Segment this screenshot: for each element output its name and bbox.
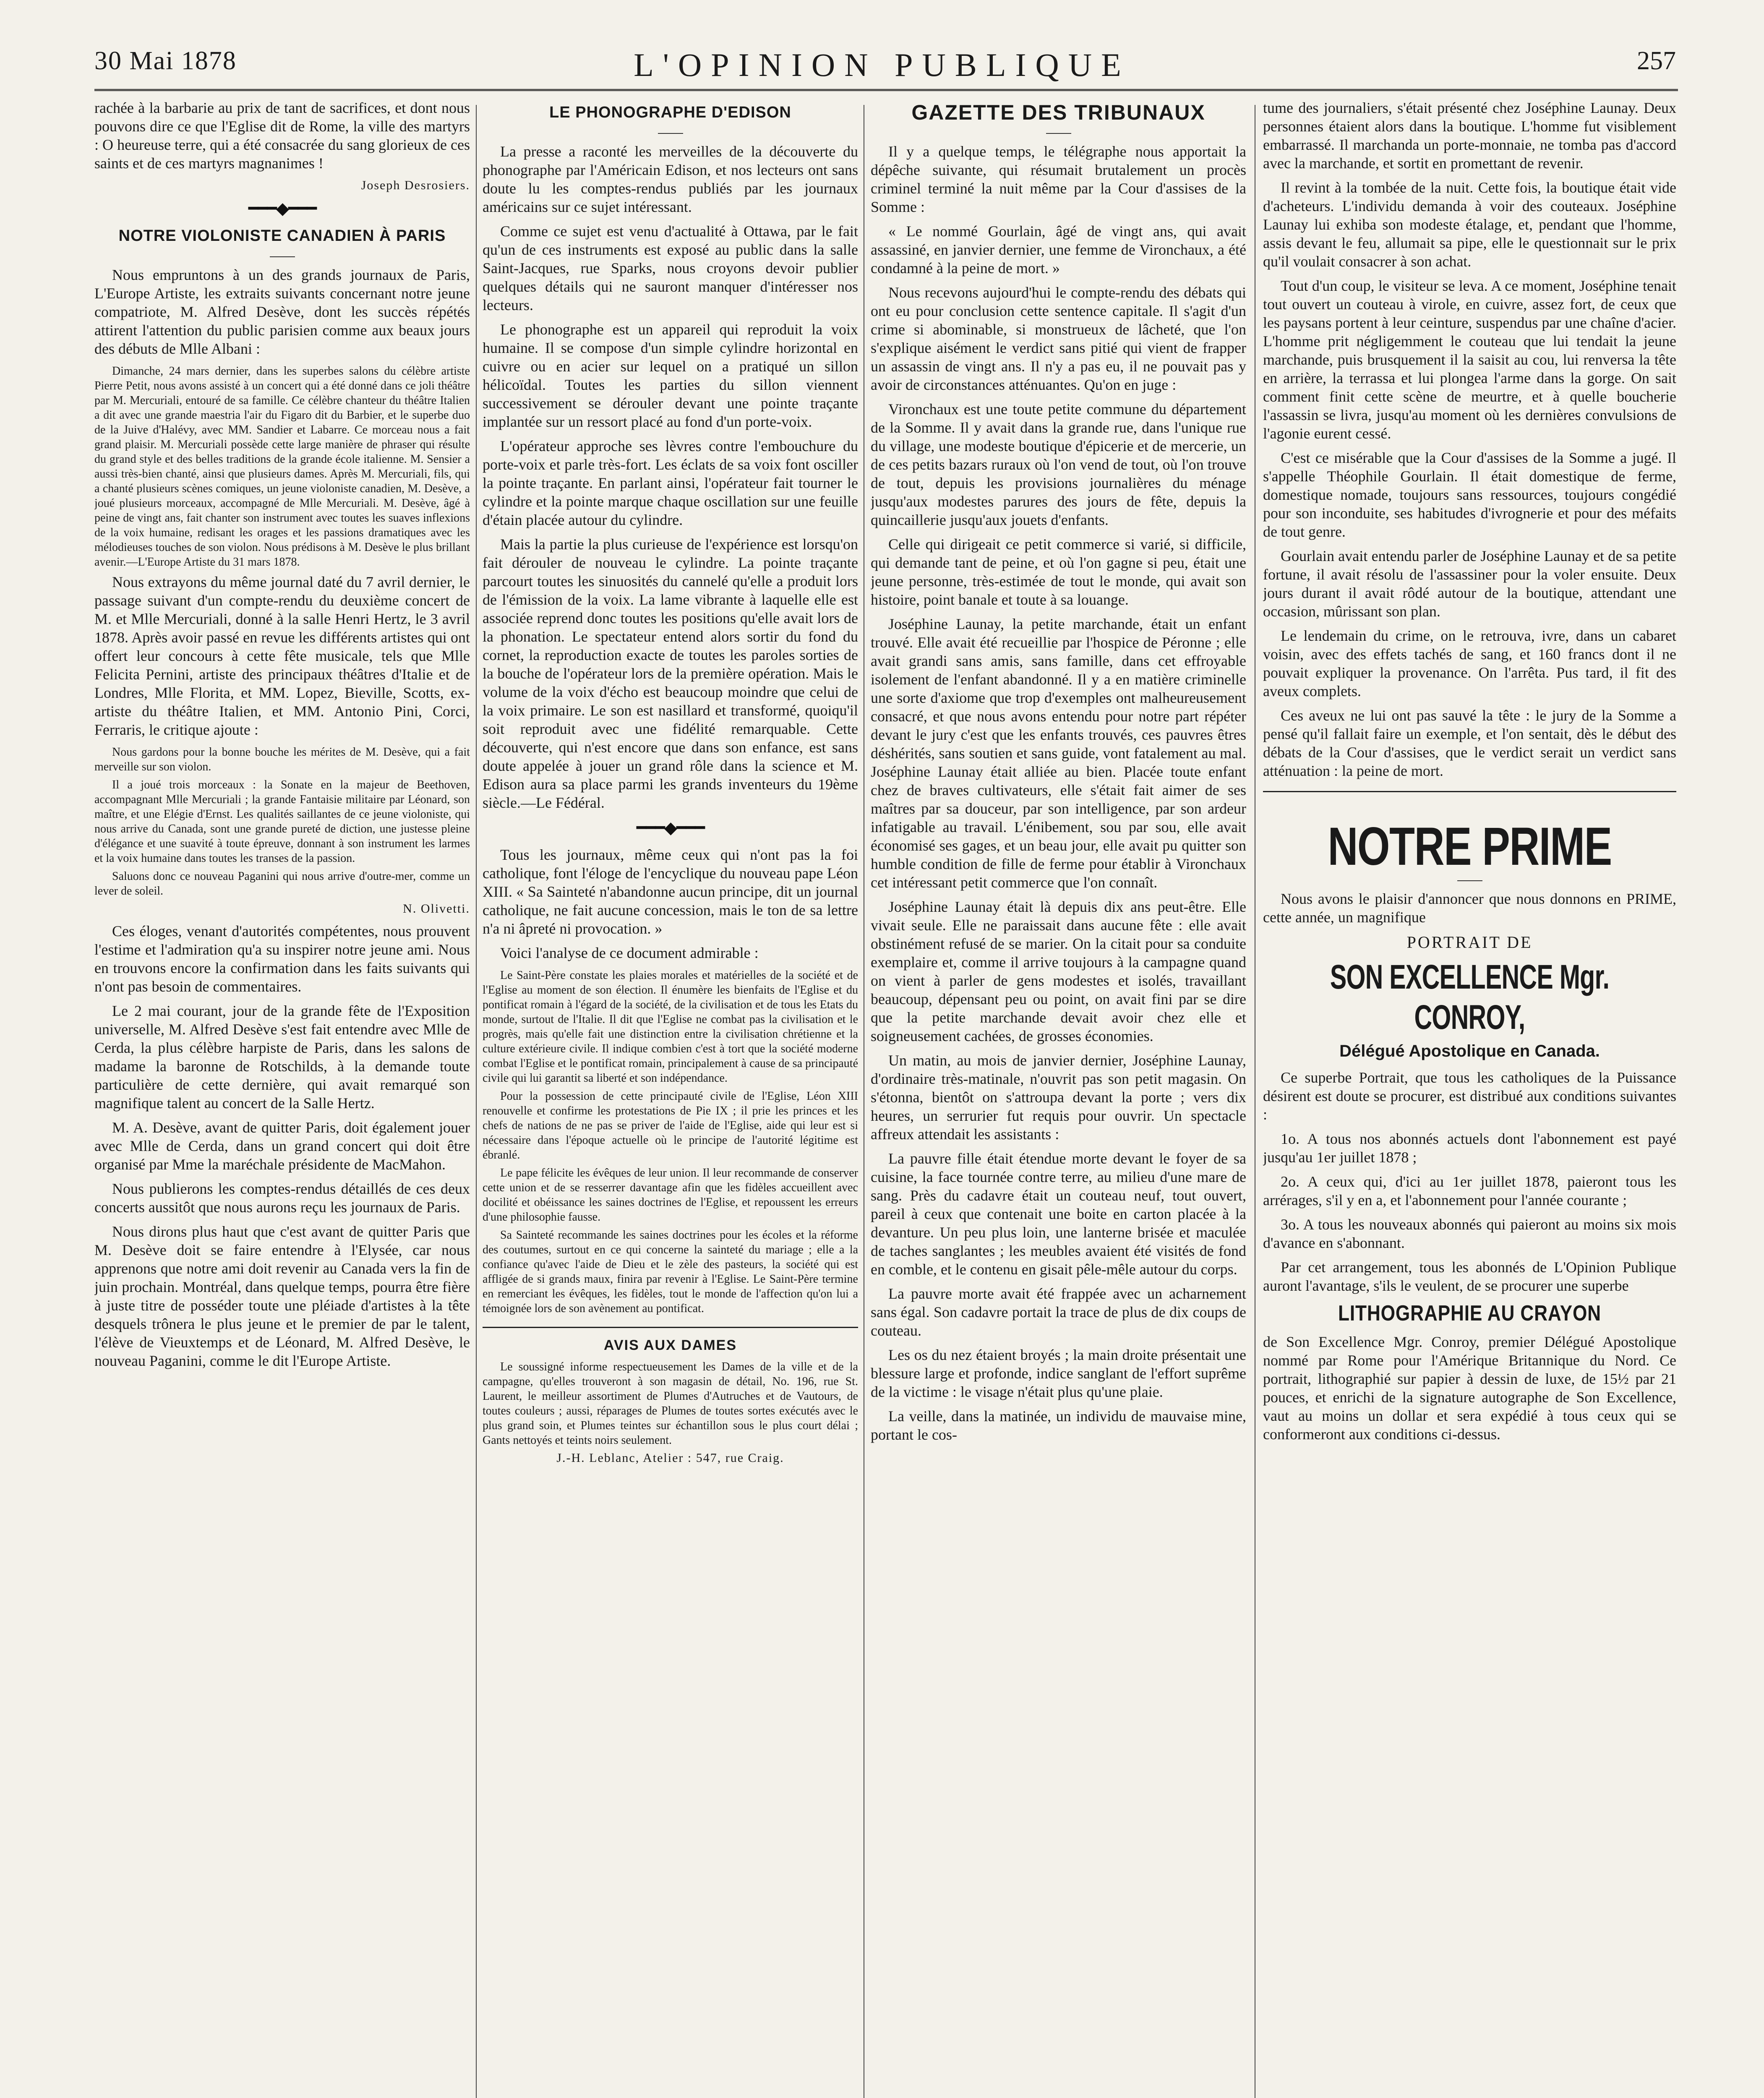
condition-item: 3o. A tous les nouveaux abonnés qui paieront au moins six mois d'avance en s'abonnant. bbox=[1263, 1216, 1676, 1251]
prime-title: NOTRE PRIME bbox=[1328, 817, 1612, 877]
paragraph: Ces aveux ne lui ont pas sauvé la tête : le jury de la Somme a pensé qu'il fallait faire un exemple, et l'on sentait, dès le début des débats de la Cour d'assises, que le verdict serait un verdict sans atténuation : la peine de mort. bbox=[1263, 707, 1676, 779]
lithograph-heading: LITHOGRAPHIE AU CRAYON bbox=[1338, 1301, 1601, 1326]
paragraph: tume des journaliers, s'était présenté chez Joséphine Launay. Deux personnes étaient alors dans la boutique. L'homme fut visiblement embarrassé. Il marchanda un porte-monnaie, ne tomba pas d'accord avec la marchande, et sortit en promettant de revenir. bbox=[1263, 99, 1676, 172]
paragraph: Les os du nez étaient broyés ; la main droite présentait une blessure large et profonde, indice sanglant de l'effort suprême de la victime : le visage n'était plus qu'une plaie. bbox=[871, 1346, 1246, 1400]
short-rule bbox=[658, 133, 683, 134]
paragraph: Gourlain avait entendu parler de Joséphine Launay et de sa petite fortune, il avait résolu de l'assassiner pour la voler ensuite. Deux jours durant il avait rôdé autour de la boutique, attendant une occasion, mûrissant son plan. bbox=[1263, 548, 1676, 620]
paragraph: Un matin, au mois de janvier dernier, Joséphine Launay, d'ordinaire très-matinale, n'ouvrit pas son petit magasin. On s'étonna, bientôt on s'attroupa devant la porte ; vers dix heures, un serrurier fut requis pour ouvrir. Un spectacle affreux attendait les assistants : bbox=[871, 1052, 1246, 1143]
notice-title: AVIS AUX DAMES bbox=[603, 1337, 737, 1353]
paragraph: Nous publierons les comptes-rendus détaillés de ces deux concerts aussitôt que nous aurons reçu les journaux de Paris. bbox=[94, 1180, 470, 1216]
column-3 bbox=[871, 99, 1246, 2098]
newspaper-title: L'OPINION PUBLIQUE bbox=[634, 47, 1130, 83]
paragraph: Le lendemain du crime, on le retrouva, ivre, dans un cabaret voisin, avec des effets tachés de sang, et 160 francs dont il ne pouvait expliquer la provenance. On l'arrêta. Pus tard, il fit des aveux complets. bbox=[1263, 627, 1676, 699]
paragraph: de Son Excellence Mgr. Conroy, premier Délégué Apostolique nommé par Rome pour l'Amérique Britannique du Nord. Ce portrait, lithographié sur papier à dessin de luxe, de 15½ par 21 pouces, et enrichi de la signature autographe de Son Excellence, vaut au moins un dollar et sera expédié à tous ceux qui se conformeront aux conditions ci-dessus. bbox=[1263, 1333, 1676, 1443]
header-rule bbox=[94, 89, 1678, 94]
paragraph: La pauvre morte avait été frappée avec un acharnement sans égal. Son cadavre portait la trace de plus de dix coups de couteau. bbox=[871, 1285, 1246, 1339]
paragraph: La veille, dans la matinée, un individu de mauvaise mine, portant le cos- bbox=[871, 1408, 1246, 1443]
quote-paragraph: Saluons donc ce nouveau Paganini qui nous arrive d'outre-mer, comme un lever de soleil. bbox=[94, 870, 470, 898]
page-number: 257 bbox=[1637, 47, 1676, 75]
column-2 bbox=[483, 99, 858, 2098]
quote-paragraph: Dimanche, 24 mars dernier, dans les superbes salons du célèbre artiste Pierre Petit, nous avons assisté à un concert qui a été donné dans ce joli théâtre par M. Mercuriali, entouré de sa famille. Ce célèbre chanteur du théâtre Italien a dit avec une grande maestria l'air du Figaro dit du Barbier, et le superbe duo de la Juive d'Halévy, avec MM. Sandier et Labarre. Ce morceau nous a fait grand plaisir. M. Mercuriali possède cette large manière de phraser qui résulte du grand style et des belles traditions de la grande école italienne. M. Sensier a aussi très-bien chanté, ainsi que plusieurs dames. Après M. Mercuriali, fils, qui a chanté plusieurs scènes comiques, un jeune violoniste canadien, M. Desève, a joué plusieurs morceaux, accompagné de Mlle Mercuriali. M. Desève, âgé à peine de vingt ans, fait chanter son instrument avec toutes les suaves inflexions de la voix humaine, redisant les orages et les passions dramatiques avec les mélodieuses touches de son violon. Nous prédisons à M. Desève le plus brillant avenir.—L'Europe Artiste du 31 mars 1878. bbox=[94, 365, 470, 569]
paragraph: Le phonographe est un appareil qui reproduit la voix humaine. Il se compose d'un simple cylindre horizontal en cuivre ou en acier sur lequel on a pratiqué un sillon hélicoïdal. Toutes les parties du sillon viennent successivement se dérouler devant une pointe traçante implantée sur un ressort placé au fond d'un porte-voix. bbox=[483, 321, 858, 430]
condition-item: 2o. A ceux qui, d'ici au 1er juillet 1878, paieront tous les arrérages, s'il y en a, et l'abonnement pour l'année courante ; bbox=[1263, 1173, 1676, 1208]
paragraph: Il revint à la tombée de la nuit. Cette fois, la boutique était vide d'acheteurs. L'individu demanda à voir des couteaux. Joséphine Launay lui exhiba son modeste étalage, et, pendant que l'homme, assis devant le feu, allumait sa pipe, elle le questionnait sur le prix qu'il voulait consacrer à son achat. bbox=[1263, 179, 1676, 270]
notice-signature: J.-H. Leblanc, Atelier : 547, rue Craig. bbox=[556, 1451, 784, 1465]
paragraph: Tous les journaux, même ceux qui n'ont pas la foi catholique, font l'éloge de l'encyclique du nouveau pape Léon XIII. « Sa Sainteté n'abandonne aucun principe, dit un journal catholique, ne fait aucune concession, mais le ton de sa lettre n'a ni âpreté ni provocation. » bbox=[483, 846, 858, 937]
quote-paragraph: Nous gardons pour la bonne bouche les mérites de M. Desève, qui a fait merveille sur son violon. bbox=[94, 746, 470, 773]
paragraph: La pauvre fille était étendue morte devant le foyer de sa cuisine, la face tournée contre terre, au milieu d'une mare de sang. Près du cadavre était un couteau neuf, tout ouvert, pareil à ceux que contenait une boite en carton placée à la devanture. Un peu plus loin, une lanterne brisée et maculée de taches sanglantes ; les meubles avaient été visités de fond en comble, et le contenu en gisait pêle-mêle autour du corps. bbox=[871, 1150, 1246, 1278]
ornament-divider: ━━━◆━━━ bbox=[636, 818, 705, 837]
portrait-heading: PORTRAIT DE bbox=[1407, 933, 1533, 952]
paragraph: Nous empruntons à un des grands journaux de Paris, L'Europe Artiste, les extraits suivants concernant notre jeune compatriote, M. Alfred Desève, dont les succès répétés attirent l'attention du public parisien comme aux beaux jours des débuts de Mlle Albani : bbox=[94, 266, 470, 357]
paragraph: rachée à la barbarie au prix de tant de sacrifices, et dont nous pouvons dire ce que l'Eglise dit de Rome, la ville des martyrs : O heureuse terre, qui a été consacrée du sang glorieux de ces saints et de ces martyrs magnanimes ! bbox=[94, 99, 470, 172]
signature: N. Olivetti. bbox=[403, 902, 470, 916]
summary-paragraph: Pour la possession de cette principauté civile de l'Eglise, Léon XIII renouvelle et confirme les protestations de Pie IX ; il prie les princes et les chefs de nations de ne pas se priver de l'aide de l'Eglise, aide qui leur est si nécessaire dans l'époque actuelle où le principe de l'autorité légitime est ébranlé. bbox=[483, 1090, 858, 1161]
condition-item: 1o. A tous nos abonnés actuels dont l'abonnement est payé jusqu'au 1er juillet 1878 ; bbox=[1263, 1130, 1676, 1166]
notice-paragraph: Le soussigné informe respectueusement les Dames de la ville et de la campagne, qu'elles trouveront à son magasin de détail, No. 196, rue St. Laurent, le meilleur assortiment de Plumes d'Autruches et de Vautours, de toutes couleurs ; aussi, réparages de Plumes de toutes sortes exécutés avec le plus grand soin, et Plumes teintes sur échantillon sous le plus court délai ; Gants nettoyés et teints noirs seulement. bbox=[483, 1360, 858, 1447]
conroy-heading: SON EXCELLENCE Mgr. CONROY, bbox=[1330, 958, 1610, 1036]
paragraph: C'est ce misérable que la Cour d'assises de la Somme a jugé. Il s'appelle Théophile Gourlain. Il était domestique de ferme, domestique nomade, toujours sans ressources, toujours congédié pour son inconduite, ses habitudes d'ivrognerie et pour des méfaits de tout genre. bbox=[1263, 449, 1676, 540]
paragraph: Nous dirons plus haut que c'est avant de quitter Paris que M. Desève doit se faire entendre à l'Elysée, car nous apprenons que notre ami doit revenir au Canada vers la fin de juin prochain. Montréal, dans quelque temps, pourra être fière à juste titre de posséder toute une pléiade d'artistes à la tête desquels trônera le plus jeune et le premier de par le talent, l'élève de Vieuxtemps et de Léonard, M. Alfred Desève, le nouveau Paganini, comme le dit l'Europe Artiste. bbox=[94, 1223, 470, 1369]
paragraph: Nous extrayons du même journal daté du 7 avril dernier, le passage suivant d'un compte-rendu du deuxième concert de M. et Mlle Mercuriali, donné à la salle Henri Hertz, le 3 avril 1878. Après avoir passé en revue les différents artistes qui ont offert leur concours à cette fête musicale, tels que Mlle Felicita Pernini, artiste des principaux théâtres d'Italie et de Londres, Mlle Florita, et MM. Lopez, Bieville, Scotts, ex-artiste du théâtre Italien, et MM. Antonio Pini, Corci, Ferraris, le critique ajoute : bbox=[94, 574, 470, 738]
ornament-divider: ━━━◆━━━ bbox=[248, 199, 316, 218]
column-4 bbox=[1263, 99, 1676, 2098]
paragraph: Ce superbe Portrait, que tous les catholiques de la Puissance désirent est doute se procurer, est distribué aux conditions suivantes : bbox=[1263, 1069, 1676, 1123]
article-title: NOTRE VIOLONISTE CANADIEN À PARIS bbox=[118, 227, 446, 245]
column-divider bbox=[476, 105, 477, 2098]
paragraph: Ces éloges, venant d'autorités compétentes, nous prouvent l'estime et l'admiration qu'a su inspirer notre jeune ami. Nous en trouvons encore la confirmation dans les faits suivants qui n'ont pas besoin de commentaires. bbox=[94, 923, 470, 995]
delegate-subtitle: Délégué Apostolique en Canada. bbox=[1339, 1042, 1600, 1060]
paragraph: « Le nommé Gourlain, âgé de vingt ans, qui avait assassiné, en janvier dernier, une femme de Vironchaux, a été condamné à la peine de mort. » bbox=[871, 223, 1246, 277]
short-rule bbox=[270, 256, 295, 257]
paragraph: Comme ce sujet est venu d'actualité à Ottawa, par le fait qu'un de ces instruments est exposé au public dans la salle Saint-Jacques, rue Sparks, nous croyons devoir publier quelques détails qui ne sauront manquer d'intéresser nos lecteurs. bbox=[483, 223, 858, 313]
short-rule bbox=[1046, 133, 1071, 134]
section-rule bbox=[483, 1327, 858, 1328]
page-header bbox=[0, 46, 1764, 84]
paragraph: Le 2 mai courant, jour de la grande fête de l'Exposition universelle, M. Alfred Desève s'est fait entendre avec Mlle de Cerda, la plus célèbre harpiste de Paris, dans les salons de madame la baronne de Rotschilds, à la demande toute particulière de cette dernière, qui avait remarqué son magnifique talent au concert de la Salle Hertz. bbox=[94, 1002, 470, 1112]
paragraph: Voici l'analyse de ce document admirable : bbox=[500, 945, 759, 961]
article-title: GAZETTE DES TRIBUNAUX bbox=[911, 101, 1206, 124]
paragraph: Il y a quelque temps, le télégraphe nous apportait la dépêche suivante, qui résumait brutalement un procès criminel terminé la nuit même par la Cour d'assises de la Somme : bbox=[871, 143, 1246, 215]
paragraph: Vironchaux est une toute petite commune du département de la Somme. Il y avait dans la grande rue, dans l'unique rue du village, une modeste boutique d'épicerie et de mercerie, un de ces petits bazars ruraux où l'on vend de tout, où l'on trouve de tout, depuis les provisions journalières du ménage jusqu'aux modestes parures des jours de fête, depuis la quincaillerie jusqu'aux jouets d'enfants. bbox=[871, 401, 1246, 528]
paragraph: Nous avons le plaisir d'annoncer que nous donnons en PRIME, cette année, un magnifique bbox=[1263, 890, 1676, 926]
paragraph: Par cet arrangement, tous les abonnés de L'Opinion Publique auront l'avantage, s'ils le veulent, de se procurer une superbe bbox=[1263, 1259, 1676, 1294]
paragraph: Nous recevons aujourd'hui le compte-rendu des débats qui ont eu pour conclusion cette sentence capitale. Il s'agit d'un crime si abominable, si monstrueux de lâcheté, que l'on s'explique aisément le verdict sans pitié qui vient de frapper un assassin de vingt ans. Il n'y a pas eu, il ne pouvait pas y avoir de circonstances atténuantes. Qu'on en juge : bbox=[871, 284, 1246, 393]
paragraph: M. A. Desève, avant de quitter Paris, doit également jouer avec Mlle de Cerda, dans un grand concert qui doit être organisé par Mme la maréchale présidente de MacMahon. bbox=[94, 1119, 470, 1173]
short-rule bbox=[1457, 880, 1482, 881]
paragraph: L'opérateur approche ses lèvres contre l'embouchure du porte-voix et parle très-fort. Les éclats de sa voix font osciller la pointe traçante. En parlant ainsi, l'opérateur fait tourner le cylindre et la pointe marque chaque oscillation sur une feuille d'étain placée autour du cylindre. bbox=[483, 438, 858, 528]
article-title: LE PHONOGRAPHE D'EDISON bbox=[549, 104, 791, 121]
summary-paragraph: Le pape félicite les évêques de leur union. Il leur recommande de conserver cette union et de se resserrer davantage afin que les fidèles accueillent avec docilité et obéissance les saines doctrines de l'Eglise, et repoussent les erreurs d'une philosophie fausse. bbox=[483, 1166, 858, 1224]
summary-paragraph: Le Saint-Père constate les plaies morales et matérielles de la société et de l'Eglise au moment de son élection. Il énumère les bienfaits de l'Eglise et du pontificat romain à l'égard de la société, de la civilisation et de tous les Etats du monde, surtout de l'Italie. Il dit que l'Eglise ne combat pas la civilisation et le progrès, mais qu'elle fait une distinction entre la civilisation chrétienne et la culture extérieure civile. Il indique combien c'est à tort que la société moderne combat l'Eglise et le pontificat romain, principalement à cause de sa principauté civile qui lui garantit sa liberté et son indépendance. bbox=[483, 969, 858, 1085]
column-1 bbox=[94, 99, 470, 2098]
paragraph: Tout d'un coup, le visiteur se leva. A ce moment, Joséphine tenait tout ouvert un couteau à virole, en cuivre, assez fort, de ceux que les paysans portent à leur ceinture, suspendus par une chaîne d'acier. L'homme prit négligemment le couteau que lui tendait la jeune marchande, puis brusquement il la saisit au cou, lui renversa la tête en arrière, la terrassa et lui plongea l'arme dans la gorge. On sait comment finit cette scène de meurtre, et à quelle boucherie l'assassin se livra, jusqu'au moment où les dernières convulsions de l'agonie eurent cessé. bbox=[1263, 277, 1676, 442]
paragraph: Joséphine Launay était là depuis dix ans peut-être. Elle vivait seule. Elle ne paraissait dans aucune fête : elle avait obstinément refusé de se marier. On la citait pour sa conduite exemplaire et, comme il arrive toujours à la campagne quand on vient à parler de gens modestes et isolés, travaillant beaucoup, dépensant peu ou point, on avait fini par se dire que la petite marchande devait avoir chez elle et soigneusement cachées, de grosses économies. bbox=[871, 898, 1246, 1044]
signature: Joseph Desrosiers. bbox=[361, 178, 470, 192]
quote-paragraph: Il a joué trois morceaux : la Sonate en la majeur de Beethoven, accompagnant Mlle Mercuriali ; la grande Fantaisie militaire par Léonard, son maître, et une Elégie d'Ernst. Les qualités saillantes de ce jeune violoniste, qui nous arrive du Canada, sont une grande pureté de diction, une justesse pleine d'élégance et une suavité à toute épreuve, donnant à son instrument les larmes et la voix humaine dans toutes les transes de la passion. bbox=[94, 778, 470, 865]
issue-date: 30 Mai 1878 bbox=[94, 47, 237, 75]
paragraph: Mais la partie la plus curieuse de l'expérience est lorsqu'on fait dérouler de nouveau le cylindre. La pointe traçante parcourt toutes les sinuosités du cannelé qu'elle a produit lors de l'émission de la voix. La lame vibrante à laquelle elle est associée reprend donc toutes les positions qu'elle avait lors de la phonation. Le spectateur entend alors sortir du fond du cornet, la reproduction exacte de toutes les paroles sorties de la bouche de l'opérateur lors de la première opération. Mais le volume de la voix d'écho est beaucoup moindre que celui de la voix primaire. Le son est nasillard et transformé, quoiqu'il soit reproduit avec une fidélité remarquable. Cette découverte, qui n'est encore que dans son enfance, est sans doute appelée à jouer un grand rôle dans la science et M. Edison aura sa place parmi les grands inventeurs du 19ème siècle.—Le Fédéral. bbox=[483, 536, 858, 811]
summary-paragraph: Sa Sainteté recommande les saines doctrines pour les écoles et la réforme des coutumes, surtout en ce qui concerne la sainteté du mariage ; elle a la confiance qu'avec l'aide de Dieu et le zèle des pasteurs, la société qui est affligée de si grands maux, finira par revenir à l'Eglise. Le Saint-Père termine en remerciant les évêques, les fidèles, tout le monde de l'affection qu'on lui a témoignée lors de son avènement au pontificat. bbox=[483, 1229, 858, 1315]
paragraph: Joséphine Launay, la petite marchande, était un enfant trouvé. Elle avait été recueillie par l'hospice de Péronne ; elle avait grandi sans amis, sans famille, dans cet effroyable isolement de l'enfant abandonné. Il y a en matière criminelle une sorte d'axiome que trop d'exemples ont malheureusement consacré, et que nous avons entendu pour notre part répéter devant le jury c'est que les enfants trouvés, ces pauvres êtres déshérités, sans soutien et sans guide, vont fatalement au mal. Joséphine Launay était alliée au bien. Placée toute enfant chez de braves cultivateurs, elle s'était fait aimer de ses maîtres par sa douceur, par son intelligence, par son ardeur infatigable au travail. L'énibement, sou par sou, elle avait économisé ses gages, et un beau jour, elle avait pu quitter son humble condition de fille de ferme pour établir à Vironchaux cet intéressant petit commerce que l'on connaît. bbox=[871, 616, 1246, 891]
section-rule bbox=[1263, 791, 1676, 792]
paragraph: La presse a raconté les merveilles de la découverte du phonographe par l'Américain Edison, et nos lecteurs ont sans doute lu les comptes-rendus publiés par les journaux américains sur ce sujet intéressant. bbox=[483, 143, 858, 215]
paragraph: Celle qui dirigeait ce petit commerce si varié, si difficile, qui demande tant de peine, et où l'on gagne si peu, était une jeune personne, très-estimée de tout le monde, qui avait son histoire, point banale et toute à sa louange. bbox=[871, 536, 1246, 608]
